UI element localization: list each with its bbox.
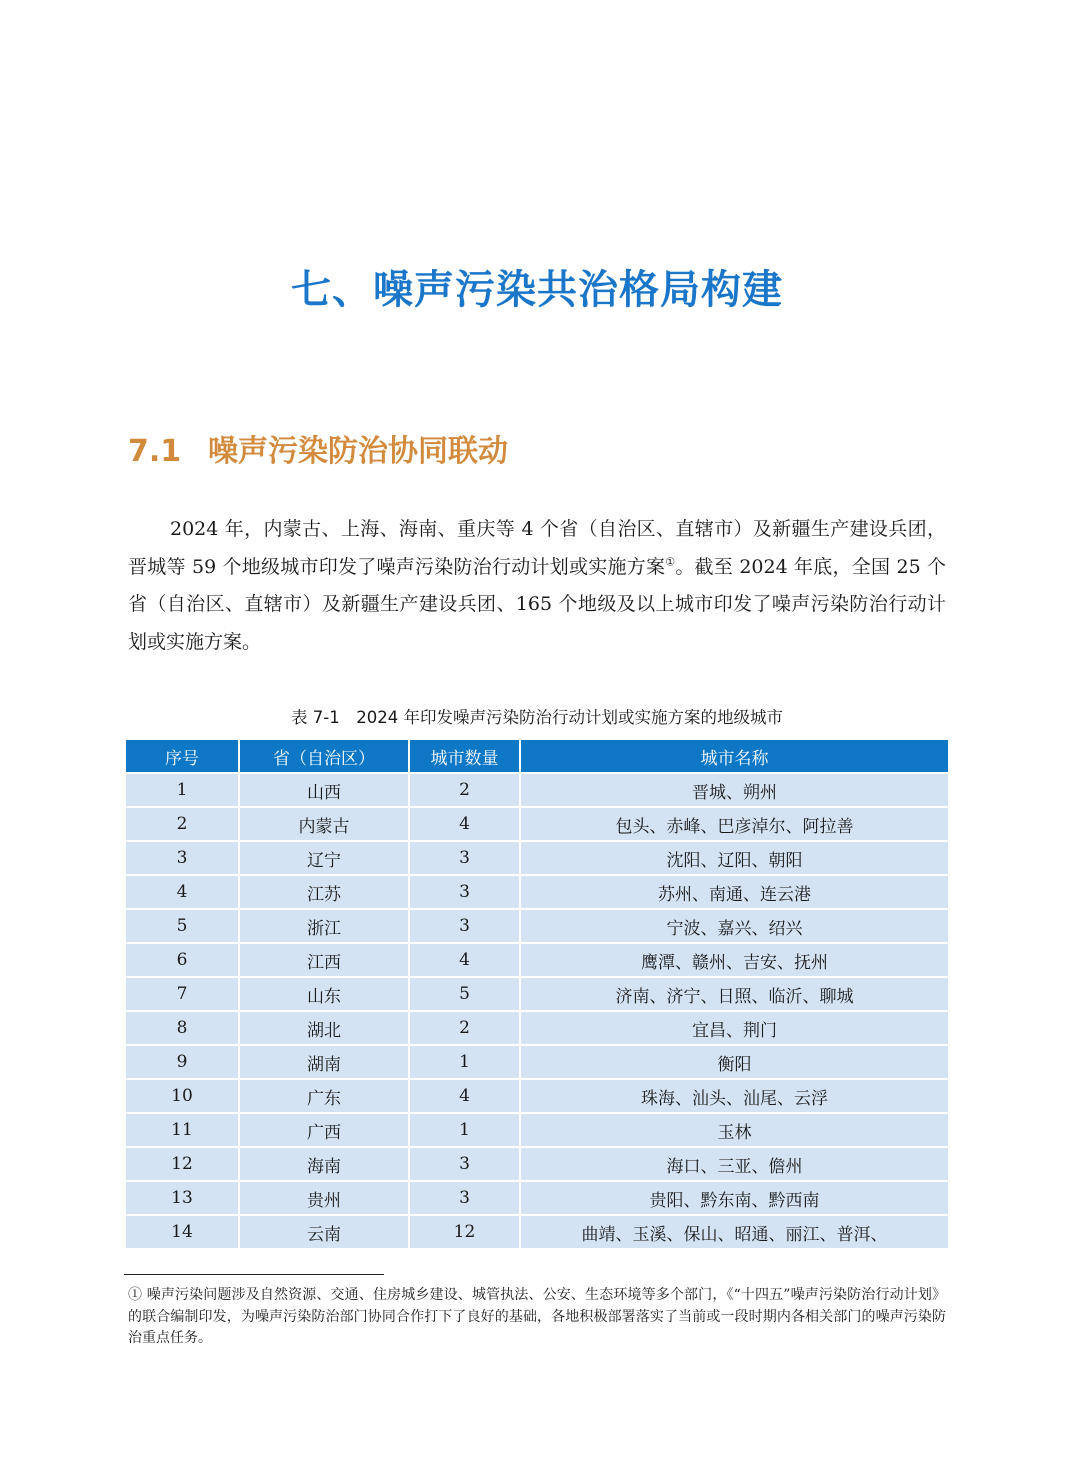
footnote-reference[interactable]: ① bbox=[665, 555, 676, 569]
table-row bbox=[126, 976, 948, 1010]
row-province: 江西 bbox=[240, 942, 410, 976]
row-city-names: 鹰潭、赣州、吉安、抚州 bbox=[521, 942, 948, 976]
header-city-names: 城市名称 bbox=[521, 740, 948, 772]
row-city-count: 5 bbox=[410, 976, 521, 1010]
row-index: 11 bbox=[126, 1112, 240, 1146]
row-province: 湖南 bbox=[240, 1044, 410, 1078]
section-title: 噪声污染防治协同联动 bbox=[208, 434, 508, 469]
row-index: 5 bbox=[126, 908, 240, 942]
row-index: 12 bbox=[126, 1146, 240, 1180]
footnote-divider bbox=[124, 1274, 384, 1275]
row-city-count: 2 bbox=[410, 1010, 521, 1044]
row-city-count: 4 bbox=[410, 1078, 521, 1112]
row-city-names: 晋城、朔州 bbox=[521, 772, 948, 806]
header-index: 序号 bbox=[126, 740, 240, 772]
row-index: 7 bbox=[126, 976, 240, 1010]
row-index: 4 bbox=[126, 874, 240, 908]
row-city-names: 苏州、南通、连云港 bbox=[521, 874, 948, 908]
table-row bbox=[126, 1044, 948, 1078]
row-province: 云南 bbox=[240, 1214, 410, 1248]
row-province: 广西 bbox=[240, 1112, 410, 1146]
row-city-count: 4 bbox=[410, 806, 521, 840]
row-city-count: 3 bbox=[410, 1180, 521, 1214]
row-province: 浙江 bbox=[240, 908, 410, 942]
row-province: 湖北 bbox=[240, 1010, 410, 1044]
row-city-names: 济南、济宁、日照、临沂、聊城 bbox=[521, 976, 948, 1010]
table-row bbox=[126, 806, 948, 840]
row-province: 内蒙古 bbox=[240, 806, 410, 840]
row-city-names: 珠海、汕头、汕尾、云浮 bbox=[521, 1078, 948, 1112]
row-index: 8 bbox=[126, 1010, 240, 1044]
table-row bbox=[126, 1112, 948, 1146]
row-city-count: 4 bbox=[410, 942, 521, 976]
paragraph-text-1: 2024 年，内蒙古、上海、海南、重庆等 4 个省（自治区、直辖市）及新疆生产建设兵团，晋城等 59 个地级城市印发了噪声污染防治行动计划或实施方案 bbox=[128, 518, 946, 578]
section-heading bbox=[128, 426, 508, 470]
row-city-names: 衡阳 bbox=[521, 1044, 948, 1078]
row-city-names: 海口、三亚、儋州 bbox=[521, 1146, 948, 1180]
row-city-names: 玉林 bbox=[521, 1112, 948, 1146]
row-city-count: 3 bbox=[410, 1146, 521, 1180]
table-row bbox=[126, 942, 948, 976]
table-row bbox=[126, 874, 948, 908]
row-index: 14 bbox=[126, 1214, 240, 1248]
table-row bbox=[126, 1078, 948, 1112]
table-row bbox=[126, 1180, 948, 1214]
city-table bbox=[126, 740, 948, 1248]
row-index: 13 bbox=[126, 1180, 240, 1214]
row-city-names: 包头、赤峰、巴彦淖尔、阿拉善 bbox=[521, 806, 948, 840]
row-city-count: 3 bbox=[410, 840, 521, 874]
row-province: 山西 bbox=[240, 772, 410, 806]
row-city-names: 曲靖、玉溪、保山、昭通、丽江、普洱、 bbox=[521, 1214, 948, 1248]
row-index: 3 bbox=[126, 840, 240, 874]
table-row bbox=[126, 840, 948, 874]
paragraph-text-2: 。截至 2024 年底，全国 25 个省（自治区、直辖市）及新疆生产建设兵团、165 个地级及以上城市印发了噪声污染防治行动计划或实施方案。 bbox=[128, 555, 946, 653]
row-province: 山东 bbox=[240, 976, 410, 1010]
row-city-count: 1 bbox=[410, 1112, 521, 1146]
footnote bbox=[128, 1285, 946, 1350]
row-city-names: 宁波、嘉兴、绍兴 bbox=[521, 908, 948, 942]
footnote-text: 噪声污染问题涉及自然资源、交通、住房城乡建设、城管执法、公安、生态环境等多个部门，《“十四五”噪声污染防治行动计划》的联合编制印发，为噪声污染防治部门协同合作打下了良好的基础，各地积极部署落实了当前或一段时期内各相关部门的噪声污染防治重点任务。 bbox=[128, 1287, 947, 1346]
row-index: 2 bbox=[126, 806, 240, 840]
row-province: 贵州 bbox=[240, 1180, 410, 1214]
table-row bbox=[126, 772, 948, 806]
section-number: 7.1 bbox=[128, 434, 182, 469]
table-row bbox=[126, 908, 948, 942]
body-paragraph bbox=[128, 511, 946, 661]
table-row bbox=[126, 1214, 948, 1248]
table-header-row bbox=[126, 740, 948, 772]
row-city-names: 贵阳、黔东南、黔西南 bbox=[521, 1180, 948, 1214]
row-index: 1 bbox=[126, 772, 240, 806]
header-city-count: 城市数量 bbox=[410, 740, 521, 772]
row-city-count: 3 bbox=[410, 908, 521, 942]
footnote-marker: ① bbox=[128, 1287, 143, 1303]
table-row bbox=[126, 1146, 948, 1180]
row-city-count: 3 bbox=[410, 874, 521, 908]
row-index: 10 bbox=[126, 1078, 240, 1112]
row-province: 江苏 bbox=[240, 874, 410, 908]
row-city-names: 宜昌、荆门 bbox=[521, 1010, 948, 1044]
row-city-count: 2 bbox=[410, 772, 521, 806]
row-index: 9 bbox=[126, 1044, 240, 1078]
row-province: 辽宁 bbox=[240, 840, 410, 874]
header-province: 省（自治区） bbox=[240, 740, 410, 772]
table-row bbox=[126, 1010, 948, 1044]
row-city-count: 1 bbox=[410, 1044, 521, 1078]
row-city-names: 沈阳、辽阳、朝阳 bbox=[521, 840, 948, 874]
row-city-count: 12 bbox=[410, 1214, 521, 1248]
row-province: 广东 bbox=[240, 1078, 410, 1112]
table-caption: 表 7-1 2024 年印发噪声污染防治行动计划或实施方案的地级城市 bbox=[291, 708, 783, 727]
chapter-title: 七、噪声污染共治格局构建 bbox=[291, 267, 783, 313]
row-index: 6 bbox=[126, 942, 240, 976]
row-province: 海南 bbox=[240, 1146, 410, 1180]
